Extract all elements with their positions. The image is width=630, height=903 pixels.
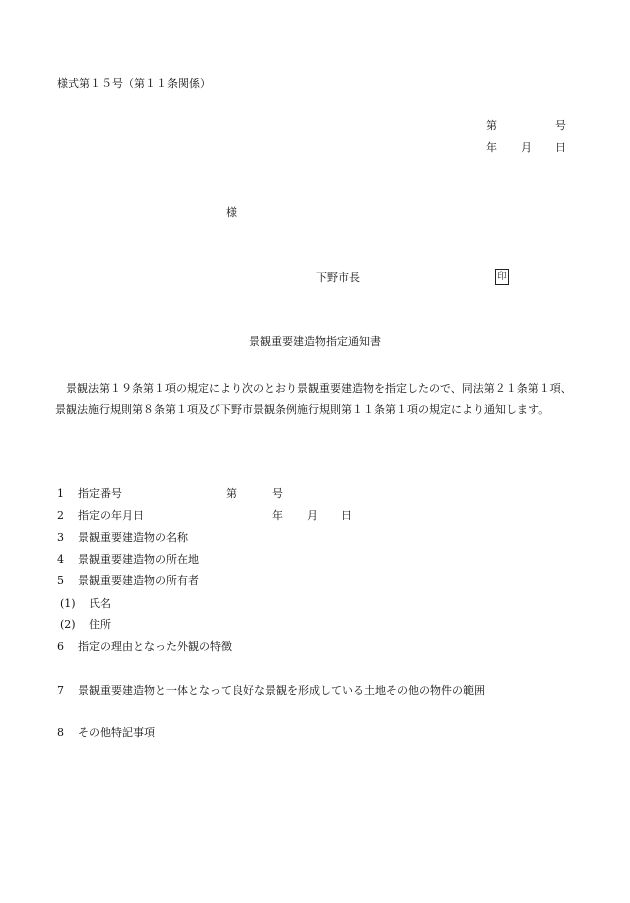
document-date-year: 年	[486, 141, 497, 154]
item-number: 2	[57, 509, 64, 522]
document-date-month: 月	[521, 141, 532, 154]
item-label: 景観重要建造物の名称	[78, 531, 188, 544]
item-label: 指定番号	[78, 487, 122, 500]
item-date-month: 月	[307, 509, 318, 522]
seal-stamp-box: 印	[495, 269, 509, 285]
item-number: 3	[57, 531, 64, 544]
document-number-go: 号	[555, 119, 566, 132]
sender-mayor: 下野市長	[316, 271, 360, 284]
addressee-honorific: 様	[226, 206, 237, 219]
document-number-dai: 第	[486, 119, 497, 132]
item-number: 4	[57, 553, 64, 566]
item-number: 7	[57, 684, 64, 697]
item-label: 指定の年月日	[78, 509, 144, 522]
body-paragraph: 景観法第１９条第１項の規定により次のとおり景観重要建造物を指定したので、同法第２１条第１項、景観法施行規則第８条第１項及び下野市景観条例施行規則第１１条第１項の規定により通知します。	[55, 382, 572, 416]
sub-item-number: (1)	[60, 597, 76, 610]
item-number: 5	[57, 574, 64, 587]
document-title: 景観重要建造物指定通知書	[249, 335, 381, 348]
item-date-year: 年	[272, 509, 283, 522]
item-number: 6	[57, 640, 64, 653]
item-label: 景観重要建造物の所有者	[78, 574, 199, 587]
sub-item-label: 住所	[89, 618, 111, 631]
item-label: 景観重要建造物の所在地	[78, 553, 199, 566]
item-label: 指定の理由となった外観の特徴	[78, 640, 232, 653]
sub-item-number: (2)	[60, 618, 76, 631]
item-number: 8	[57, 726, 64, 739]
sub-item-label: 氏名	[89, 597, 111, 610]
form-number: 様式第１５号（第１１条関係）	[57, 77, 211, 90]
document-date-day: 日	[555, 141, 566, 154]
item-label: その他特記事項	[78, 726, 155, 739]
item-date-day: 日	[341, 509, 352, 522]
item-designation-go: 号	[272, 487, 283, 500]
item-label: 景観重要建造物と一体となって良好な景観を形成している土地その他の物件の範囲	[78, 684, 485, 697]
item-number: 1	[57, 487, 64, 500]
item-designation-dai: 第	[226, 487, 237, 500]
